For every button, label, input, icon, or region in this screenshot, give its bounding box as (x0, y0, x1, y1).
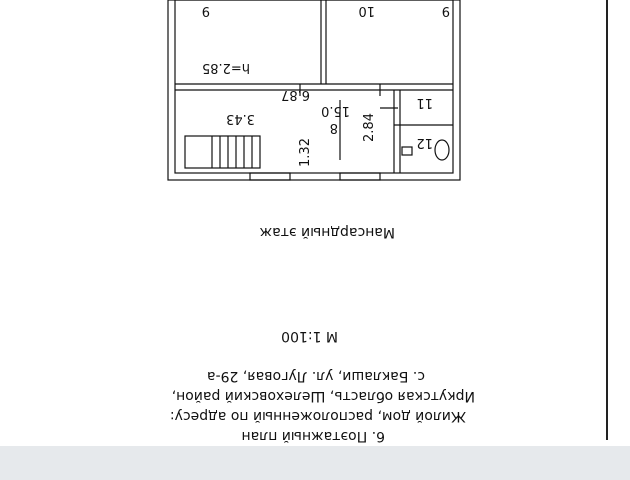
label-room-9-left: 9 (201, 3, 210, 18)
label-room-10: 10 (358, 3, 375, 18)
caption-line-1: 6. Поэтажный план (241, 428, 385, 444)
staircase (185, 136, 260, 168)
label-dim-3-43: 3.43 (226, 111, 255, 126)
label-room-8: 8 (329, 120, 338, 135)
label-dim-2-84: 2.84 (362, 113, 378, 142)
label-ceiling-height: h=2.85 (201, 60, 250, 75)
floor-title: Мансардный этаж (259, 224, 395, 240)
window-left (340, 173, 380, 180)
caption-line-3: Иркутская область, Шелеховский район, (171, 388, 475, 404)
window-right (250, 173, 290, 180)
sink-fixture (402, 147, 412, 155)
toilet-fixture (435, 140, 449, 160)
scale-label: М 1:100 (281, 328, 338, 344)
caption-line-4: с. Баклаши, ул. Луговая, 29-а (206, 368, 425, 384)
label-room-8-area: 15.0 (321, 103, 350, 118)
scan-bottom-margin (0, 446, 630, 480)
label-room-9-right: 9 (441, 3, 450, 18)
label-room-12: 12 (416, 135, 433, 150)
sheet-frame-line (606, 0, 608, 440)
label-dim-1-32: 1.32 (298, 138, 314, 167)
label-dim-6-87: 6.87 (281, 87, 310, 102)
label-room-11: 11 (416, 95, 433, 110)
caption-line-2: Жилой дом, расположенный по адресу: (169, 408, 466, 424)
